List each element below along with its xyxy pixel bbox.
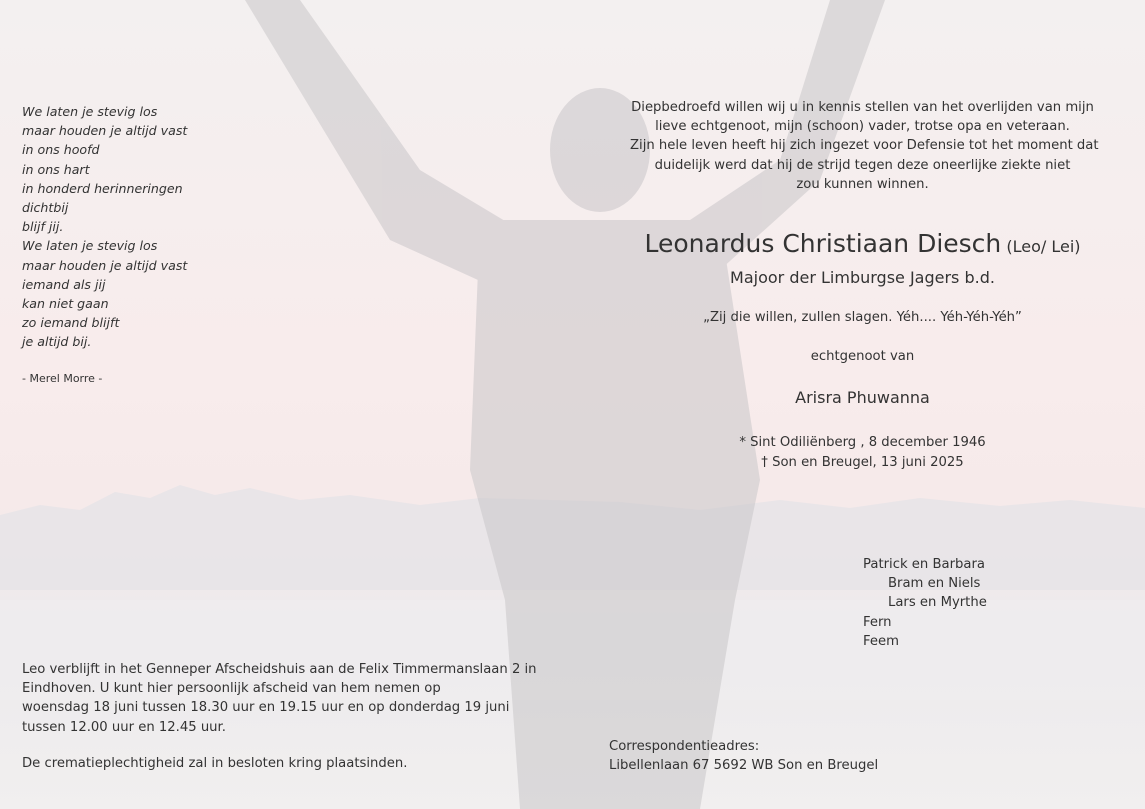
poem-line: maar houden je altijd vast [22, 123, 188, 139]
visit-line: woensdag 18 juni tussen 18.30 uur en 19.15 uur en op donderdag 19 juni [22, 700, 510, 716]
poem-line: in honderd herinneringen [22, 180, 183, 196]
poem [22, 102, 322, 352]
poem-line: We laten je stevig los [22, 238, 158, 254]
poem-line: iemand als jij [22, 276, 106, 292]
announcement-line: lieve echtgenoot, mijn (schoon) vader, trotse opa en veteraan. [655, 119, 1070, 135]
poem-line: maar houden je altijd vast [22, 257, 188, 273]
poem-line: We laten je stevig los [22, 104, 158, 119]
visit-line: Leo verblijft in het Genneper Afscheidshuis aan de Felix Timmermanslaan 2 in [22, 662, 537, 677]
deceased-rank: Majoor der Limburgse Jagers b.d. [730, 268, 995, 287]
correspondence-label: Correspondentieadres: [609, 739, 760, 754]
spouse-name: Arisra Phuwanna [795, 388, 930, 407]
deceased-name-line [600, 229, 1125, 258]
family-member: Lars en Myrthe [888, 595, 987, 611]
family-member: Fern [863, 614, 892, 630]
motto: „Zij die willen, zullen slagen. Yéh.... Yéh-Yéh-Yéh” [703, 310, 1022, 325]
poem-line: kan niet gaan [22, 296, 109, 312]
cremation-note: De crematieplechtigheid zal in besloten kring plaatsinden. [22, 756, 408, 771]
poem-line: in ons hoofd [22, 142, 100, 158]
announcement-line: duidelijk werd dat hij de strijd tegen deze oneerlijke ziekte niet [654, 157, 1071, 173]
spouse-label: echtgenoot van [810, 349, 915, 364]
birth-line: * Sint Odiliënberg , 8 december 1946 [739, 435, 986, 450]
poem-line: dichtbij [22, 200, 69, 216]
announcement-text [630, 98, 1099, 194]
poem-line: in ons hart [22, 161, 90, 177]
deceased-nickname: (Leo/ Lei) [1006, 237, 1081, 256]
family-member: Feem [863, 633, 899, 649]
family-member: Bram en Niels [888, 576, 981, 592]
death-line: † Son en Breugel, 13 juni 2025 [761, 455, 964, 470]
visit-line: tussen 12.00 uur en 12.45 uur. [22, 719, 226, 735]
visit-line: Eindhoven. U kunt hier persoonlijk afscheid van hem nemen op [22, 681, 441, 697]
announcement-line: Diepbedroefd willen wij u in kennis stellen van het overlijden van mijn [631, 100, 1094, 115]
family-member: Patrick en Barbara [863, 557, 985, 572]
correspondence-address [609, 737, 1009, 775]
announcement-line: Zijn hele leven heeft hij zich ingezet voor Defensie tot het moment dat [630, 138, 1099, 154]
deceased-name: Leonardus Christiaan Diesch [644, 229, 1002, 258]
poem-line: je altijd bij. [22, 334, 92, 350]
poem-line: blijf jij. [22, 219, 64, 235]
life-dates [600, 433, 1125, 473]
family-list [863, 555, 1123, 651]
correspondence-street: Libellenlaan 67 5692 WB Son en Breugel [609, 758, 879, 774]
poem-line: zo iemand blijft [22, 315, 120, 331]
announcement-line: zou kunnen winnen. [796, 176, 929, 192]
visit-info [22, 660, 562, 737]
poem-author: - Merel Morre - [22, 372, 103, 385]
